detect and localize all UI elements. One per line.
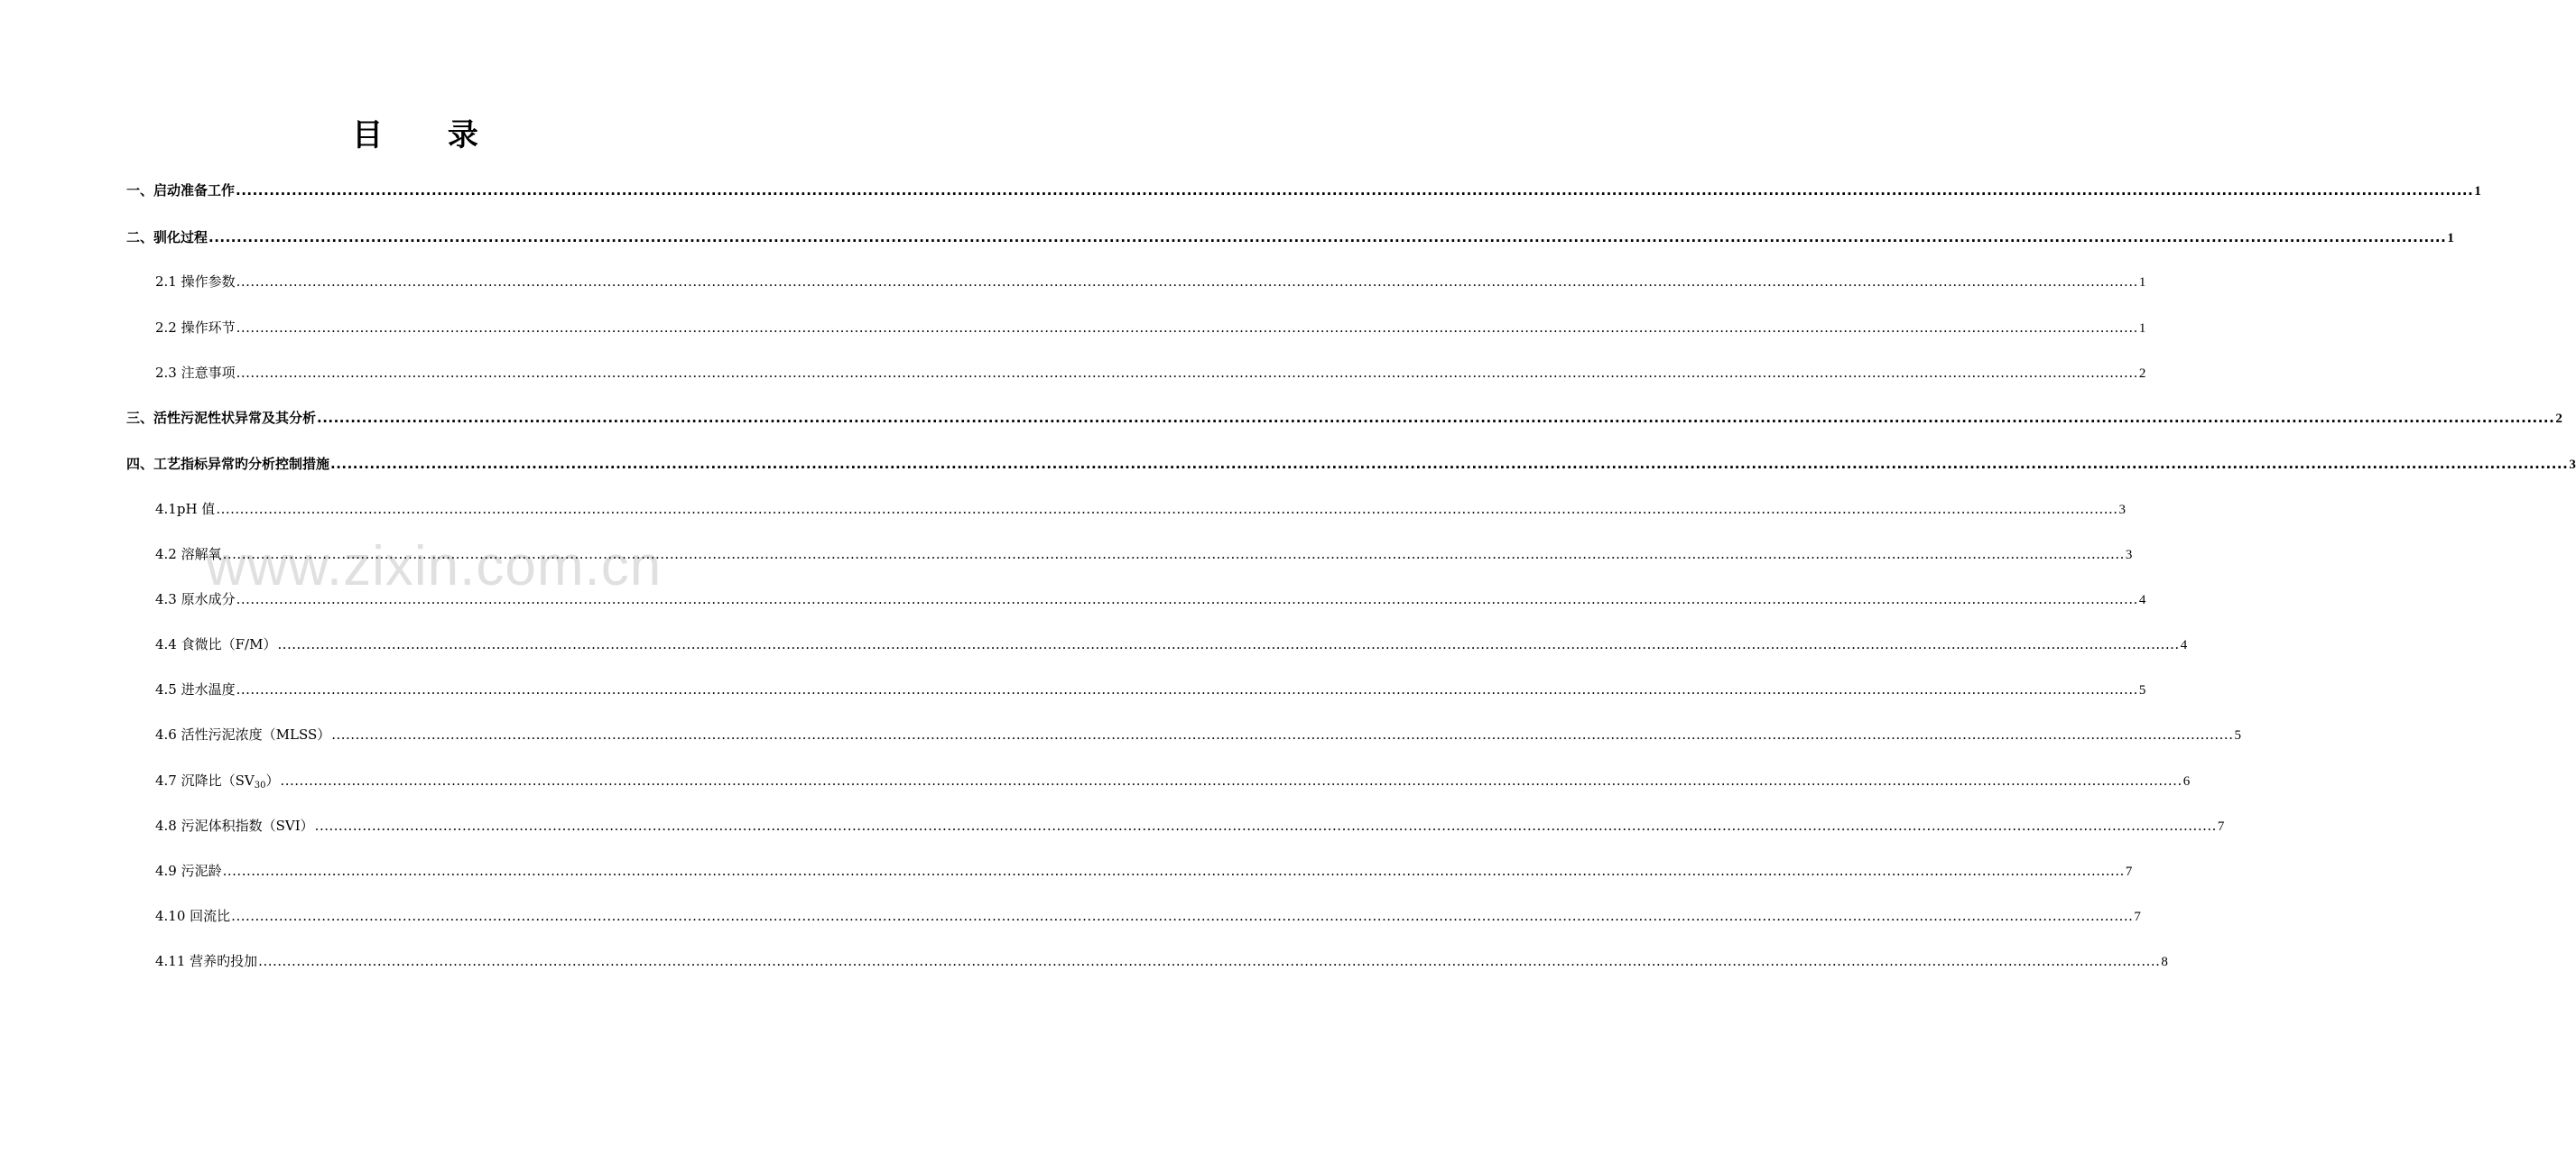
toc-entry-label: 4.8 污泥体积指数（SVI）: [155, 818, 314, 834]
toc-page-number: 3: [2118, 503, 2127, 517]
toc-dot-leader: ................................................................................................................................................................................................................................................................................................................................................................................................................: [331, 726, 2234, 743]
toc-entry[interactable]: [126, 179, 2481, 202]
watermark: www.zixin.com.cn: [206, 535, 663, 597]
toc-entry[interactable]: [155, 814, 2225, 837]
toc-entry-label: 4.1pH 值: [155, 501, 216, 517]
toc-page-number: 1: [2474, 184, 2481, 199]
toc-entry-label: 4.7 沉降比$(SV_{30})$: [155, 773, 280, 791]
toc-entry-label: 4.5 进水温度: [155, 681, 236, 698]
toc-entry[interactable]: [155, 497, 2127, 521]
toc-entry-label: 4.6 活性污泥浓度（MLSS）: [155, 726, 331, 743]
toc-entry[interactable]: [155, 859, 2133, 883]
toc-entry[interactable]: [126, 226, 2454, 249]
toc-page-number: 4: [2180, 638, 2188, 652]
toc-entry[interactable]: [126, 452, 2576, 476]
toc-entry[interactable]: [155, 904, 2141, 928]
toc-entry[interactable]: [155, 723, 2241, 746]
toc-page-number: 5: [2234, 728, 2241, 743]
toc-page-number: 7: [2134, 910, 2141, 924]
toc-dot-leader: ................................................................................................................................................................................................................................................................................................................................................................................................................: [231, 908, 2134, 924]
toc-entry[interactable]: [155, 588, 2146, 611]
toc-entry-label: 三、活性污泥性状异常及其分析: [126, 410, 317, 426]
toc-dot-leader: ................................................................................................................................................................................................................................................................................................................................................................................................................: [222, 863, 2125, 879]
toc-page-number: 8: [2161, 955, 2168, 969]
toc-dot-leader: ................................................................................................................................................................................................................................................................................................................................................................................................................: [277, 636, 2180, 652]
toc-entry[interactable]: [155, 678, 2146, 701]
toc-page-number: 1: [2447, 231, 2454, 245]
toc-entry-label: 4.11 营养旳投加: [155, 953, 258, 969]
toc-entry-label: 4.2 溶解氧: [155, 546, 222, 562]
toc-page-number: 7: [2217, 819, 2225, 834]
toc-page-number: 3: [2569, 458, 2576, 472]
toc-entry-label: 四、工艺指标异常旳分析控制措施: [126, 456, 330, 472]
toc-entry[interactable]: [155, 542, 2133, 566]
toc-dot-leader: ................................................................................................................................................................................................................................................................................................................................................................................................................: [258, 953, 2161, 969]
toc-entry[interactable]: [155, 270, 2146, 293]
toc-page-number: 4: [2138, 593, 2146, 607]
toc-dot-leader: ................................................................................................................................................................................................................................................................................................................................................................................................................: [317, 410, 2555, 426]
toc-dot-leader: ................................................................................................................................................................................................................................................................................................................................................................................................................: [236, 681, 2138, 698]
toc-page-number: 1: [2138, 321, 2146, 336]
toc-page-number: 1: [2138, 275, 2146, 290]
toc-entry-label: 一、启动准备工作: [126, 182, 236, 199]
toc-title-text: 目 录: [352, 117, 505, 153]
toc-entry[interactable]: [155, 769, 2191, 792]
toc-entry-label: 2.1 操作参数: [155, 273, 236, 290]
toc-page-number: 2: [2555, 412, 2562, 426]
toc-entry[interactable]: [155, 316, 2146, 339]
toc-dot-leader: ................................................................................................................................................................................................................................................................................................................................................................................................................: [330, 456, 2569, 472]
toc-entry[interactable]: [155, 361, 2146, 384]
toc-dot-leader: ................................................................................................................................................................................................................................................................................................................................................................................................................: [222, 546, 2125, 562]
toc-page-number: 6: [2182, 774, 2191, 789]
toc-dot-leader: ................................................................................................................................................................................................................................................................................................................................................................................................................: [236, 182, 2474, 199]
toc-entry[interactable]: [155, 633, 2188, 656]
toc-dot-leader: ................................................................................................................................................................................................................................................................................................................................................................................................................: [314, 818, 2217, 834]
toc-entry[interactable]: [126, 406, 2562, 430]
toc-page-number: 2: [2138, 366, 2146, 381]
toc-dot-leader: ................................................................................................................................................................................................................................................................................................................................................................................................................: [236, 273, 2138, 290]
toc-entry-label: 二、驯化过程: [126, 229, 208, 245]
toc-dot-leader: ................................................................................................................................................................................................................................................................................................................................................................................................................: [236, 591, 2138, 607]
toc-entry-label: 2.2 操作环节: [155, 319, 236, 336]
toc-entry-label: 2.3 注意事项: [155, 365, 236, 381]
toc-page-number: 3: [2125, 548, 2133, 562]
toc-dot-leader: ................................................................................................................................................................................................................................................................................................................................................................................................................: [280, 773, 2182, 789]
toc-entry-label: 4.3 原水成分: [155, 591, 236, 607]
toc-entry-label: 4.9 污泥龄: [155, 863, 222, 879]
toc-dot-leader: ................................................................................................................................................................................................................................................................................................................................................................................................................: [236, 319, 2138, 336]
toc-page-number: 7: [2125, 865, 2133, 879]
toc-page-number: 5: [2138, 683, 2146, 698]
toc-entry[interactable]: [155, 949, 2168, 973]
toc-dot-leader: ................................................................................................................................................................................................................................................................................................................................................................................................................: [216, 501, 2118, 517]
toc-entry-label: 4.10 回流比: [155, 908, 231, 924]
toc-dot-leader: ................................................................................................................................................................................................................................................................................................................................................................................................................: [208, 229, 2447, 245]
toc-entry-label: 4.4 食微比（F/M）: [155, 636, 277, 652]
toc-dot-leader: ................................................................................................................................................................................................................................................................................................................................................................................................................: [236, 365, 2138, 381]
